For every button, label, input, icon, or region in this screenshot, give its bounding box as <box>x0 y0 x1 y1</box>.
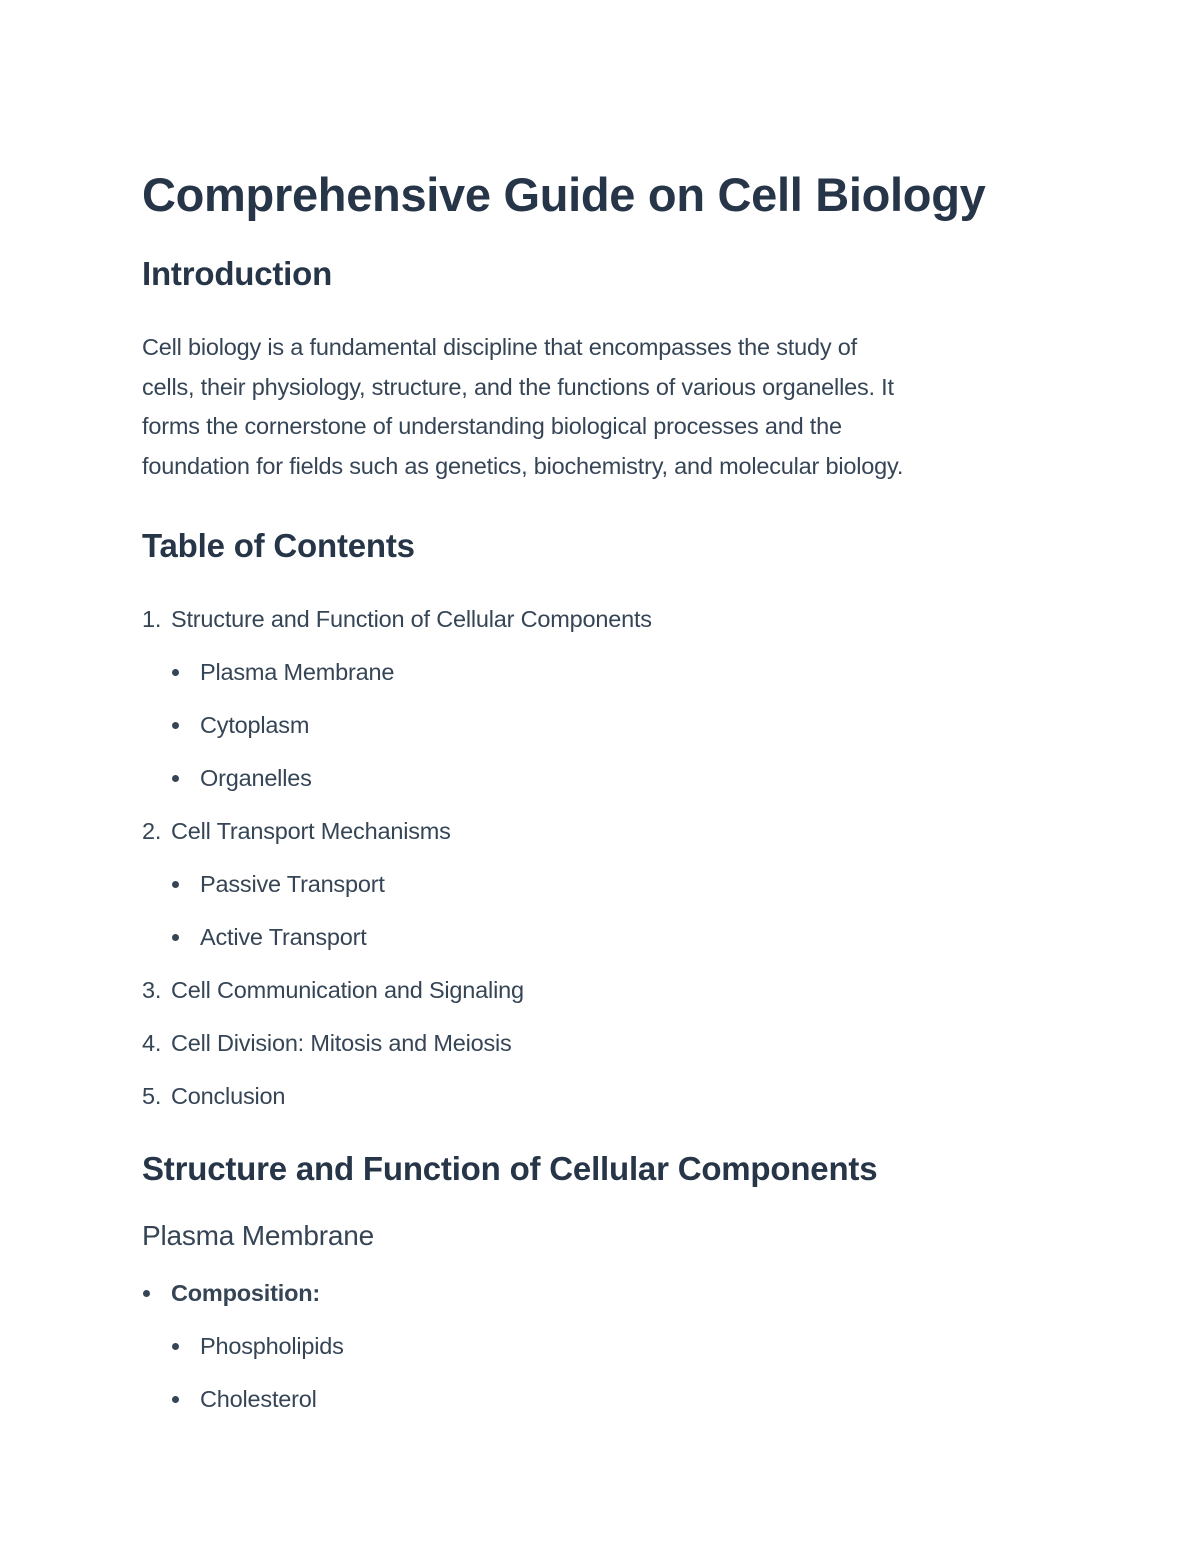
table-of-contents <box>142 593 1082 1123</box>
toc-item <box>142 964 1082 1017</box>
toc-number: 1. <box>142 605 162 632</box>
composition-item <box>142 1267 1082 1320</box>
toc-number: 2. <box>142 817 162 844</box>
toc-subitem-label: Organelles <box>200 764 312 791</box>
bullet-icon <box>172 934 179 941</box>
intro-line: foundation for fields such as genetics, biochemistry, and molecular biology. <box>142 453 904 480</box>
toc-item <box>142 593 1082 646</box>
composition-subitem-label: Cholesterol <box>200 1385 317 1412</box>
toc-item <box>142 1070 1082 1123</box>
toc-label: Cell Communication and Signaling <box>171 976 524 1003</box>
intro-line: cells, their physiology, structure, and the functions of various organelles. It <box>142 373 894 400</box>
composition-subitem-label: Phospholipids <box>200 1332 344 1359</box>
bullet-icon <box>172 669 179 676</box>
plasma-membrane-heading: Plasma Membrane <box>142 1219 374 1251</box>
toc-subitem <box>142 858 1082 911</box>
document-page <box>142 162 1082 1426</box>
toc-subitem-label: Cytoplasm <box>200 711 310 738</box>
bullet-icon <box>172 775 179 782</box>
composition-list <box>142 1267 1082 1426</box>
toc-number: 3. <box>142 976 162 1003</box>
toc-label: Conclusion <box>171 1082 286 1109</box>
document-title: Comprehensive Guide on Cell Biology <box>142 168 986 221</box>
bullet-icon <box>172 881 179 888</box>
toc-subitem <box>142 646 1082 699</box>
toc-subitem <box>142 699 1082 752</box>
bullet-icon <box>172 1396 179 1403</box>
toc-label: Cell Transport Mechanisms <box>171 817 451 844</box>
toc-number: 5. <box>142 1082 162 1109</box>
bullet-icon <box>143 1290 150 1297</box>
composition-subitem <box>142 1373 1082 1426</box>
toc-label: Cell Division: Mitosis and Meiosis <box>171 1029 512 1056</box>
intro-line: forms the cornerstone of understanding biological processes and the <box>142 413 842 440</box>
intro-line: Cell biology is a fundamental discipline that encompasses the study of <box>142 334 857 360</box>
introduction-heading: Introduction <box>142 255 333 292</box>
toc-heading: Table of Contents <box>142 526 415 564</box>
composition-subitem <box>142 1320 1082 1373</box>
composition-label: Composition: <box>171 1279 321 1306</box>
toc-subitem <box>142 752 1082 805</box>
toc-item <box>142 1017 1082 1070</box>
toc-number: 4. <box>142 1029 162 1056</box>
bullet-icon <box>172 1343 179 1350</box>
toc-subitem-label: Passive Transport <box>200 870 385 897</box>
structure-section-heading: Structure and Function of Cellular Components <box>142 1149 878 1187</box>
toc-subitem-label: Plasma Membrane <box>200 658 395 685</box>
introduction-paragraph <box>142 328 1082 487</box>
toc-item <box>142 805 1082 858</box>
toc-subitem <box>142 911 1082 964</box>
toc-label: Structure and Function of Cellular Components <box>171 605 652 632</box>
bullet-icon <box>172 722 179 729</box>
toc-subitem-label: Active Transport <box>200 923 367 950</box>
